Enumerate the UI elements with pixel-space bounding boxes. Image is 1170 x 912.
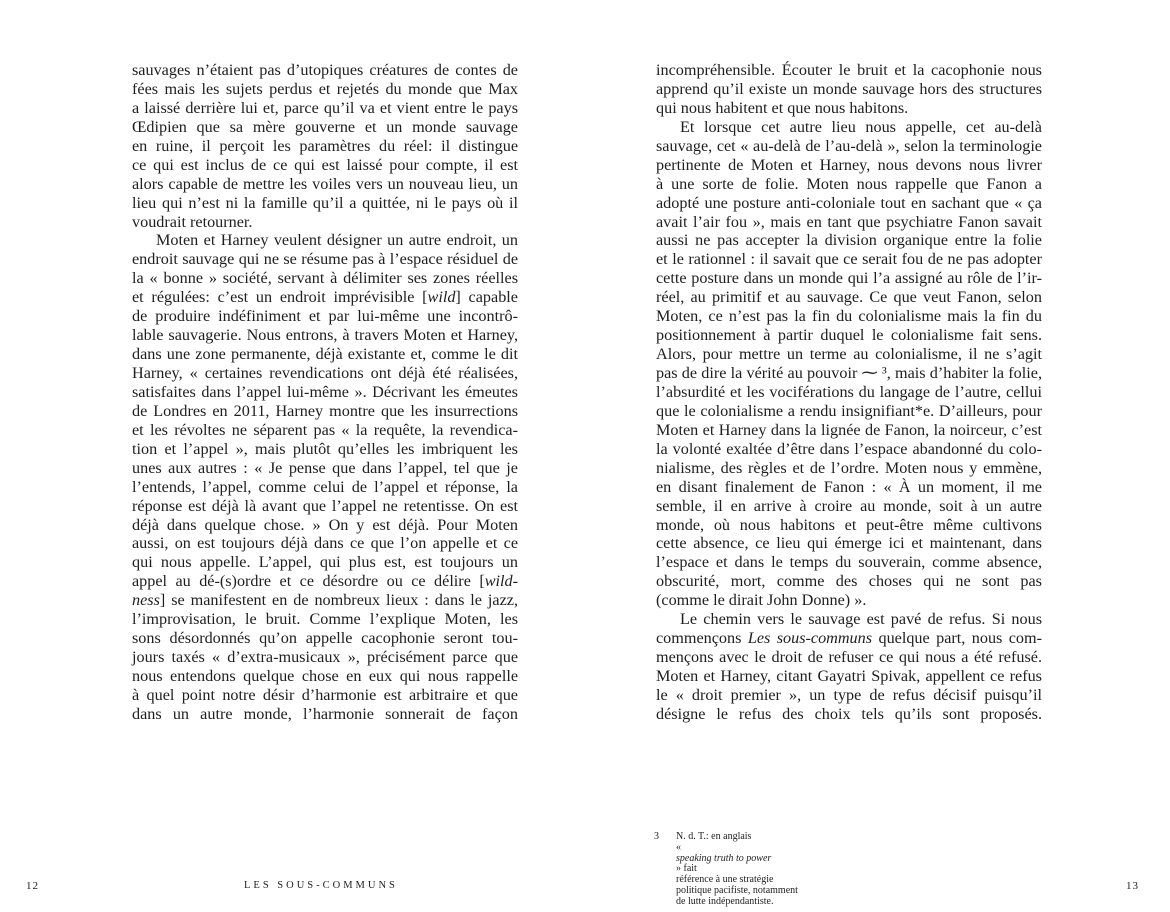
text-fragment: ] se manifestent en de nombreux lieux : dans le jazz, xyxy=(159,591,518,610)
text-line: mençons avec le droit de refuser ce qui nous a été refusé. xyxy=(656,648,1042,667)
footnote-line: N. d. T.: en anglais xyxy=(676,831,752,842)
text-line: et les révoltes ne séparent pas « la requête, la revendica- xyxy=(132,420,518,439)
footnote-line: politique pacifiste, notamment xyxy=(676,884,798,896)
text-line: de produire indéfiniment et par lui-même une incontrô- xyxy=(132,307,518,326)
text-line: (comme le dirait John Donne) ». xyxy=(656,591,867,610)
text-line: monde, où nous habitons et peut-être même cultivons xyxy=(656,515,1042,534)
text-line: apprend qu’il existe un monde sauvage hors des structures xyxy=(656,79,1042,98)
text-line xyxy=(132,591,518,610)
italic-term-wildness: ness xyxy=(132,591,160,610)
text-line: Alors, pour mettre un terme au colonialisme, il ne s’agit xyxy=(656,345,1042,364)
text-line: cette posture dans un monde qui l’a assigné au rôle de l’ir- xyxy=(656,269,1042,288)
footnote-line xyxy=(676,843,876,875)
text-line: à quel point notre désir d’harmonie est arbitraire et que xyxy=(132,685,518,704)
text-line: nialisme, des règles et de l’ordre. Moten nous y emmène, xyxy=(656,458,1042,477)
text-line: déjà dans quelque chose. » On y est déjà. Pour Moten xyxy=(132,515,518,534)
text-line: fées mais les sujets perdus et rejetés du monde que Max xyxy=(132,79,518,98)
text-line: le « droit premier », un type de refus décisif puisqu’il xyxy=(656,685,1042,704)
text-line: jours taxés « d’extra-musicaux », précisément parce que xyxy=(132,648,518,667)
page-number-left: 12 xyxy=(26,880,39,892)
text-line: aussi, on est toujours déjà dans ce que l’on appelle et ce xyxy=(132,534,518,553)
text-fragment: appel au dé-(s)ordre et ce désordre ou ce délire [ xyxy=(132,572,485,591)
text-line: l’improvisation, le bruit. Comme l’explique Moten, les xyxy=(132,610,518,629)
text-line: la « bonne » société, servant à délimiter ses zones réelles xyxy=(132,269,518,288)
page-number-right: 13 xyxy=(1126,880,1139,892)
running-head: LES SOUS-COMMUNS xyxy=(244,880,398,891)
text-line: l’espace et dans le temps du souverain, comme absence, xyxy=(656,553,1042,572)
text-line: nous entendons quelque chose en eux qui nous rappelle xyxy=(132,667,518,685)
text-line: l’entends, l’appel, comme celui de l’appel et réponse, la xyxy=(132,477,518,496)
text-line: ce qui est inclus de ce qui est laissé pour compte, il est xyxy=(132,155,518,174)
text-line: lieu qui n’est ni la famille qu’il a quittée, ni le pays où il xyxy=(132,193,518,212)
text-line: aussi ne pas accepter la division organique entre la folie xyxy=(656,231,1042,250)
paragraph-start-line: Et lorsque cet autre lieu nous appelle, cet au-delà xyxy=(680,117,1042,136)
text-line: cette absence, ce lieu qui émerge ici et maintenant, dans xyxy=(656,534,1042,553)
italic-phrase: speaking truth to power xyxy=(676,852,772,864)
text-line: adopté une posture anti-coloniale tout en sachant que « ça xyxy=(656,193,1042,212)
text-line: dans un autre monde, l’harmonie sonnerait de façon xyxy=(132,704,518,723)
text-fragment: et régulées: c’est un endroit imprévisible [ xyxy=(132,288,428,307)
text-fragment: » fait xyxy=(676,863,697,875)
text-line: pertinente de Moten et Harney, nous devons nous livrer xyxy=(656,155,1042,174)
text-line: Moten et Harney dans la lignée de Fanon, la noirceur, c’est xyxy=(656,420,1042,439)
text-line: en ruine, il perçoit les paramètres du réel: il distingue xyxy=(132,136,518,155)
italic-term-wild: wild xyxy=(427,288,456,307)
text-line: de Londres en 2011, Harney montre que les insurrections xyxy=(132,401,518,420)
text-line: dans une zone permanente, déjà existante et, comme le dit xyxy=(132,345,518,364)
paragraph-start-line: Moten et Harney veulent désigner un autre endroit, un xyxy=(156,231,518,250)
text-line: a laissé derrière lui et, parce qu’il va et vient entre le pays xyxy=(132,98,518,117)
text-line: en disant finalement de Fanon : « À un moment, il me xyxy=(656,477,1042,496)
text-line: sons désordonnés qu’on appelle cacophonie seront tou- xyxy=(132,629,518,648)
text-line: Harney, « certaines revendications ont déjà été réalisées, xyxy=(132,364,518,382)
text-line: endroit sauvage qui ne se résume pas à l’espace résiduel de xyxy=(132,250,518,269)
text-line xyxy=(132,288,518,307)
text-line: obscurité, mort, comme des choses qui ne sont pas xyxy=(656,572,1042,591)
text-line: voudrait retourner. xyxy=(132,212,253,231)
text-line: que le colonialisme a rendu insignifiant*e. D’ailleurs, pour xyxy=(656,401,1042,420)
footnote-body xyxy=(676,832,876,908)
footnote-line: de lutte indépendantiste. xyxy=(676,895,774,907)
text-line: tion et l’appel », mais plutôt qu’elles les imbriquent les xyxy=(132,439,518,458)
italic-term-wildness: wild- xyxy=(484,572,518,591)
footnote-line: référence à une stratégie xyxy=(676,874,774,886)
text-fragment: « xyxy=(676,841,681,853)
text-line: réponse est déjà là avant que l’appel ne retentisse. On est xyxy=(132,496,518,515)
text-line: qui nous appelle. L’appel, qui plus est, est toujours un xyxy=(132,553,518,572)
text-line: lable sauvagerie. Nous entrons, à travers Moten et Harney, xyxy=(132,326,518,345)
text-line: satisfaites dans l’appel lui-même ». Décrivant les émeutes xyxy=(132,382,518,401)
text-line: sauvages n’étaient pas d’utopiques créatures de contes de xyxy=(132,61,518,79)
text-line: qui nous habitent et que nous habitons. xyxy=(656,98,909,117)
text-line: avait l’air fou », mais en tant que psychiatre Fanon savait xyxy=(656,212,1042,231)
text-line: à une sorte de folie. Moten nous rappelle que Fanon a xyxy=(656,174,1042,193)
right-text-column xyxy=(656,61,1042,724)
text-line: alors capable de mettre les voiles vers un nouveau lieu, un xyxy=(132,174,518,193)
right-page xyxy=(585,0,1170,912)
text-fragment: ] capable xyxy=(455,288,518,307)
text-fragment: quelque part, nous com- xyxy=(872,629,1043,648)
text-line: réel, au primitif et au sauvage. Ce que veut Fanon, selon xyxy=(656,288,1042,307)
text-fragment: commençons xyxy=(656,629,748,648)
left-text-column xyxy=(132,61,518,724)
text-line: l’absurdité et les vociférations du langage de l’autre, cellui xyxy=(656,382,1042,401)
text-line: sauvage, cet « au-delà de l’au-delà », selon la terminologie xyxy=(656,136,1042,155)
text-line: Moten et Harney, citant Gayatri Spivak, appellent ce refus xyxy=(656,667,1042,685)
text-line: semble, il en arrive à croire au monde, soit à un autre xyxy=(656,496,1042,515)
text-line: Moten, ce n’est pas la fin du colonialisme mais la fin du xyxy=(656,307,1042,326)
text-line: désigne le refus des choix tels qu’ils sont proposés. xyxy=(656,704,1042,723)
text-line: incompréhensible. Écouter le bruit et la cacophonie nous xyxy=(656,61,1042,79)
text-line: la volonté exaltée d’être dans l’espace abandonné du colo- xyxy=(656,439,1042,458)
text-line-with-footnote-ref: pas de dire la vérité au pouvoir ⁓ ³, mais d’habiter la folie, xyxy=(656,364,1042,382)
text-line: unes aux autres : « Je pense que dans l’appel, tel que je xyxy=(132,458,518,477)
footnote-number: 3 xyxy=(654,831,659,842)
text-line: Œdipien que sa mère gouverne et un monde sauvage xyxy=(132,117,518,136)
paragraph-start-line: Le chemin vers le sauvage est pavé de refus. Si nous xyxy=(680,610,1042,629)
text-line xyxy=(656,629,1042,648)
text-line xyxy=(132,572,518,591)
text-line: et le rationnel : il savait que ce serait fou de ne pas adopter xyxy=(656,250,1042,269)
text-line: positionnement à partir duquel le colonialisme fait sens. xyxy=(656,326,1042,345)
italic-book-title: Les sous-communs xyxy=(747,629,873,648)
